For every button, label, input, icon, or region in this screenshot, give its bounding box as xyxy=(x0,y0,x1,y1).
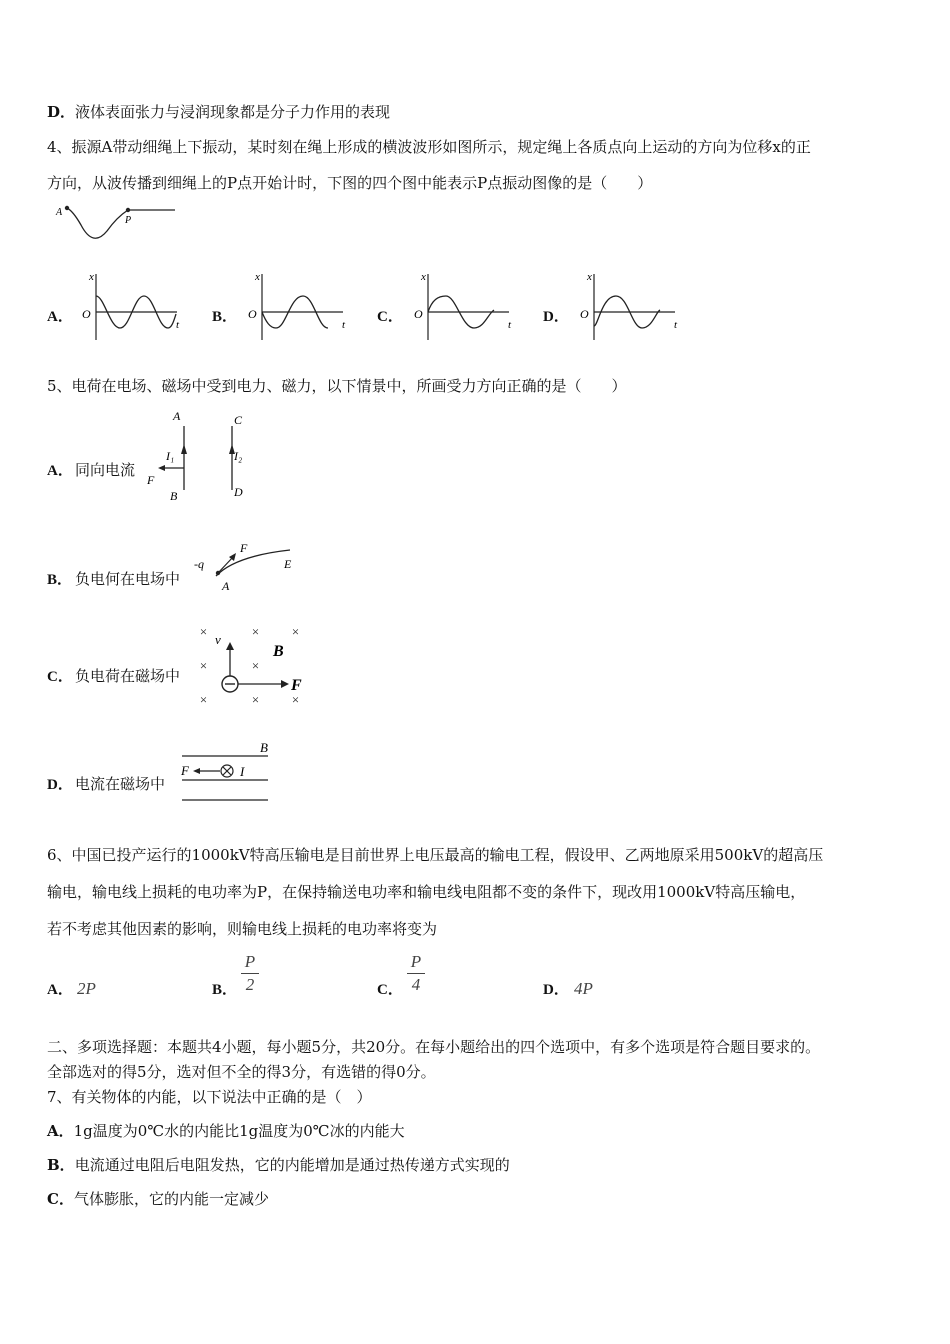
q5-option-d-text: 电流在磁场中 xyxy=(75,775,166,793)
svg-text:×: × xyxy=(251,692,260,707)
denominator: 2 xyxy=(245,975,255,994)
q5-option-c-text: 负电荷在磁场中 xyxy=(75,667,181,685)
svg-text:×: × xyxy=(199,692,208,707)
force-f: F xyxy=(181,763,189,778)
option-text: 电流通过电阻后电阻发热，它的内能增加是通过热传递方式实现的 xyxy=(74,1156,510,1174)
axis-x-label: x xyxy=(255,271,260,283)
q5-stem: 5、电荷在电场、磁场中受到电力、磁力，以下情景中，所画受力方向正确的是（ ） xyxy=(47,377,627,395)
q4-option-b-label[interactable]: B． xyxy=(212,309,238,325)
option-text: 气体膨胀，它的内能一定减少 xyxy=(73,1190,269,1208)
q5-a-figure xyxy=(140,408,260,506)
option-label: B． xyxy=(47,1156,75,1174)
charge-label: -q xyxy=(194,557,204,571)
current-i: I xyxy=(240,764,245,779)
q6-option-b-fraction xyxy=(241,952,259,995)
point-a: A xyxy=(222,579,230,593)
svg-text:×: × xyxy=(199,624,208,639)
wave-label-a: A xyxy=(56,207,63,218)
force-f: F xyxy=(147,473,155,487)
numerator: P xyxy=(410,952,422,971)
q4-option-c-label[interactable]: C． xyxy=(377,309,403,325)
point-a: A xyxy=(173,409,181,423)
q6-option-a-label[interactable]: A． xyxy=(47,982,73,998)
q6-option-a-value: 2P xyxy=(77,979,96,998)
q6-option-c-fraction xyxy=(407,952,425,995)
q5-option-b-label[interactable]: B． xyxy=(47,572,73,588)
section2-line1: 二、多项选择题：本题共4小题，每小题5分，共20分。在每小题给出的四个选项中，有多个选项是符合题目要求的。 xyxy=(47,1038,821,1056)
force-f: F xyxy=(240,541,248,555)
current-i2: I₂ xyxy=(234,449,243,463)
axis-x-label: x xyxy=(421,271,426,283)
section2-line2: 全部选对的得5分，选对但不全的得3分，有选错的得0分。 xyxy=(47,1063,436,1081)
q5-option-a-label[interactable]: A． xyxy=(47,463,73,479)
q6-stem-line2: 输电，输电线上损耗的电功率为P，在保持输送电功率和输电线电阻都不变的条件下，现改用1000kV特高压输电， xyxy=(47,883,806,901)
q5-option-a-text: 同向电流 xyxy=(75,461,136,479)
option-label: A． xyxy=(47,1122,74,1140)
q6-stem-line3: 若不考虑其他因素的影响，则输电线上损耗的电功率将变为 xyxy=(47,920,438,938)
q5-b-figure xyxy=(190,538,305,596)
q6-option-c-label[interactable]: C． xyxy=(377,982,403,998)
point-c: C xyxy=(234,413,243,427)
current-i1: I₁ xyxy=(166,449,175,463)
origin-label: O xyxy=(580,307,589,321)
point-d: D xyxy=(234,485,243,499)
q4-graph-a xyxy=(82,270,187,342)
svg-text:×: × xyxy=(251,658,260,673)
q5-d-figure xyxy=(180,738,275,806)
q3-option-d xyxy=(47,102,390,122)
numerator: P xyxy=(244,952,256,971)
option-label: C． xyxy=(47,1190,74,1208)
q7-stem: 7、有关物体的内能，以下说法中正确的是（ ） xyxy=(47,1088,372,1106)
axis-t-label: t xyxy=(342,319,346,331)
q7-option-a[interactable] xyxy=(47,1121,405,1141)
svg-text:×: × xyxy=(291,692,300,707)
denominator: 4 xyxy=(411,975,421,994)
q7-option-c[interactable] xyxy=(47,1189,269,1209)
option-label: D． xyxy=(47,103,76,121)
axis-t-label: t xyxy=(508,319,512,331)
q6-option-d-label[interactable]: D． xyxy=(543,982,569,998)
q4-graph-b xyxy=(248,270,353,342)
origin-label: O xyxy=(414,307,423,321)
axis-x-label: x xyxy=(89,271,94,283)
q6-option-d-value: 4P xyxy=(574,979,593,998)
q4-stem-line2: 方向，从波传播到细绳上的P点开始计时，下图的四个图中能表示P点振动图像的是（ ） xyxy=(47,174,653,192)
q4-option-d-label[interactable]: D． xyxy=(543,309,569,325)
q5-option-b-text: 负电何在电场中 xyxy=(75,570,181,588)
option-text: 液体表面张力与浸润现象都是分子力作用的表现 xyxy=(75,103,391,121)
point-b: B xyxy=(170,489,178,503)
fraction-bar xyxy=(407,973,425,974)
origin-label: O xyxy=(82,307,91,321)
q4-stem-line1: 4、振源A带动细绳上下振动，某时刻在绳上形成的横波波形如图所示，规定绳上各质点向上运动的方向为位移x的正 xyxy=(47,138,811,156)
velocity-v: v xyxy=(215,632,221,647)
svg-text:×: × xyxy=(251,624,260,639)
fraction-bar xyxy=(241,973,259,974)
q4-graph-c xyxy=(414,270,519,342)
q5-option-d-label[interactable]: D． xyxy=(47,777,73,793)
axis-t-label: t xyxy=(176,319,180,331)
option-text: 1g温度为0℃水的内能比1g温度为0℃冰的内能大 xyxy=(73,1122,405,1140)
svg-text:×: × xyxy=(199,658,208,673)
q4-option-a-label[interactable]: A． xyxy=(47,309,73,325)
wave-label-p: P xyxy=(125,215,132,226)
q7-option-b[interactable] xyxy=(47,1155,510,1175)
force-f: F xyxy=(291,677,302,694)
field-e: E xyxy=(284,557,292,571)
q4-graph-d xyxy=(580,270,685,342)
q4-wave-figure xyxy=(55,203,180,248)
q5-option-c-label[interactable]: C． xyxy=(47,669,73,685)
field-b: B xyxy=(273,643,284,660)
svg-text:×: × xyxy=(291,624,300,639)
axis-x-label: x xyxy=(587,271,592,283)
q6-option-b-label[interactable]: B． xyxy=(212,982,238,998)
axis-t-label: t xyxy=(674,319,678,331)
origin-label: O xyxy=(248,307,257,321)
field-b: B xyxy=(260,740,268,755)
q6-stem-line1: 6、中国已投产运行的1000kV特高压输电是目前世界上电压最高的输电工程，假设甲、乙两地原采用500kV的超高压 xyxy=(47,846,824,864)
q5-c-figure xyxy=(195,622,315,712)
